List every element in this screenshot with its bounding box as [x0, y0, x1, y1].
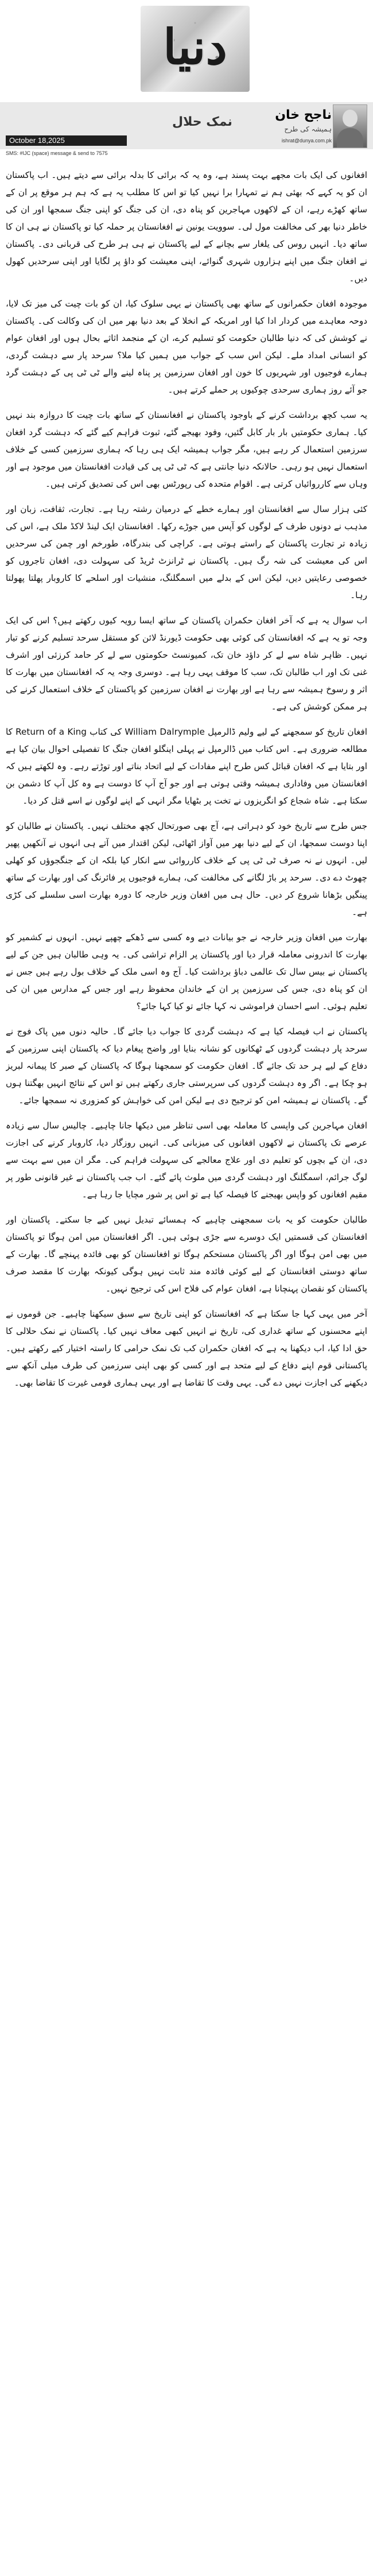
- masthead: [0, 0, 373, 98]
- article-paragraph: یہ سب کچھ برداشت کرنے کے باوجود پاکستان نے افغانستان کے ساتھ بات چیت کا دروازہ بند نہیں کیا۔ ہماری حکومتیں بار بار کابل گئیں، وفود بھیجے گئے، ثبوت فراہم کیے گئے کہ دہشت گرد افغان سرزمین استعمال کر رہے ہیں، مگر جواب ہمیشہ ایک ہی رہا کہ ہماری سرزمین کسی کے خلاف استعمال نہیں ہو رہی۔ حالانکہ دنیا جانتی ہے کہ ٹی ٹی پی کی قیادت افغانستان میں موجود ہے اور وہاں سے کارروائیاں کرتی ہے۔ اقوام متحدہ کی رپورٹس بھی اس کی تصدیق کرتی ہیں۔: [6, 410, 367, 489]
- article-paragraph: بھارت میں افغان وزیر خارجہ نے جو بیانات دیے وہ کسی سے ڈھکے چھپے نہیں۔ انہوں نے کشمیر کو بھارت کا اندرونی معاملہ قرار دیا اور پاکستان پر الزام تراشی کی۔ یہ وہی طالبان ہیں جن کے لیے پاکستان نے بیس سال تک عالمی دباؤ برداشت کیا۔ آج وہ اسی ملک کے خلاف بول رہے ہیں جس نے ان کو پناہ دی، جس کی سرزمین پر ان کے خاندان محفوظ رہے اور جس کے مدارس میں ان کی تعلیم ہوئی۔ اسے احسان فراموشی نہ کہا جائے تو کیا کہا جائے؟: [6, 932, 367, 1011]
- author-photo-shoulders: [337, 128, 363, 148]
- author-name: ناجح خان: [275, 108, 332, 122]
- publication-date: October 18,2025: [6, 135, 127, 146]
- article-paragraph: افغان تاریخ کو سمجھنے کے لیے ولیم ڈالرمپل William Dalrymple کی کتاب Return of a King کا مطالعہ ضروری ہے۔ اس کتاب میں ڈالرمپل نے پہلی اینگلو افغان جنگ کا تفصیلی احوال بیان کیا ہے اور بتایا ہے کہ افغان قبائل کس طرح اپنے مفادات کے لیے اتحاد بناتے اور توڑتے رہے۔ وہ لکھتے ہیں کہ افغانستان میں وفاداری ہمیشہ وقتی ہوتی ہے اور جو آج آپ کا دوست ہے وہ کل آپ کا دشمن بن سکتا ہے۔ شاہ شجاع کو انگریزوں نے تخت پر بٹھایا مگر انہی کے اپنے لوگوں نے اسے قتل کر دیا۔: [6, 727, 367, 806]
- article-paragraph: جس طرح سے تاریخ خود کو دہراتی ہے، آج بھی صورتحال کچھ مختلف نہیں۔ پاکستان نے طالبان کو اپنا دوست سمجھا، ان کے لیے دنیا بھر میں آواز اٹھائی، لیکن اقتدار میں آتے ہی انہوں نے آنکھیں پھیر لیں۔ انہوں نے نہ صرف ٹی ٹی پی کے خلاف کارروائی سے انکار کیا بلکہ ان کے جنگجوؤں کو کھلی چھوٹ دے دی۔ سرحد پر باڑ لگانے کی مخالفت کی، ہمارے فوجیوں پر فائرنگ کی اور بھارت کے ساتھ پینگیں بڑھانا شروع کر دیں۔ حال ہی میں افغان وزیر خارجہ کا دورہ بھارت اسی سلسلے کی کڑی ہے۔: [6, 821, 367, 917]
- article-paragraph: موجودہ افغان حکمرانوں کے ساتھ بھی پاکستان نے یہی سلوک کیا، ان کو بات چیت کی میز تک لایا، دوحہ معاہدے میں کردار ادا کیا اور امریکہ کے انخلا کے بعد دنیا بھر میں ان کی وکالت کی۔ پاکستان نے کوشش کی کہ دنیا طالبان حکومت کو تسلیم کرے، ان کے منجمد اثاثے بحال ہوں اور افغان عوام کو انسانی امداد ملے۔ لیکن اس سب کے جواب میں ہمیں کیا ملا؟ سرحد پار سے دہشت گردی، ہمارے فوجیوں اور شہریوں کا خون اور افغان سرزمین پر پناہ لینے والے ٹی ٹی پی کے دہشت گرد جو آئے روز ہماری سرحدی چوکیوں پر حملے کرتے ہیں۔: [6, 298, 367, 395]
- article-paragraph: افغانوں کی ایک بات مجھے بہت پسند ہے، وہ یہ کہ برائی کا بدلہ برائی سے دیتے ہیں۔ اب پاکستان ان کو یہ کہے کہ بھئی ہم نے تمہارا برا نہیں کیا تو اس کا مطلب یہ ہے کہ ہم ہر موقع پر ان کے ساتھ کھڑے رہے، ان کے لاکھوں مہاجرین کو پناہ دی، ان کی جنگ کو اپنی جنگ سمجھا اور ان کی خاطر دنیا بھر کی مخالفت مول لی۔ سوویت یونین نے افغانستان پر حملہ کیا تو پاکستان نے ہی ان کا ساتھ دیا۔ انہیں روس کی یلغار سے بچانے کے لیے پاکستان نے ہی ہر طرح کی قربانی دی۔ پاکستان نے افغان جنگ میں اپنے ہزاروں شہری گنوائے، اپنی معیشت کو داؤ پر لگایا اور اپنی سرحدیں کھول دیں۔: [6, 170, 367, 284]
- article-paragraph: پاکستان نے اب فیصلہ کیا ہے کہ دہشت گردی کا جواب دیا جائے گا۔ حالیہ دنوں میں پاک فوج نے سرحد پار دہشت گردوں کے ٹھکانوں کو نشانہ بنایا اور واضح پیغام دیا کہ پاکستان اپنی سرزمین کے دفاع کے لیے ہر حد تک جائے گا۔ افغان حکومت کو سمجھنا ہوگا کہ پاکستان کے صبر کا پیمانہ لبریز ہو چکا ہے۔ اگر وہ دہشت گردوں کی سرپرستی جاری رکھتے ہیں تو اس کے نتائج انہیں بھگتنا ہوں گے۔ پاکستان نے ہمیشہ امن کو ترجیح دی ہے لیکن امن کی خواہش کو کمزوری نہ سمجھا جائے۔: [6, 1026, 367, 1105]
- article-paragraph: طالبان حکومت کو یہ بات سمجھنی چاہیے کہ ہمسائے تبدیل نہیں کیے جا سکتے۔ پاکستان اور افغانستان کی قسمتیں ایک دوسرے سے جڑی ہوئی ہیں۔ اگر افغانستان میں امن ہوگا تو پاکستان میں بھی امن ہوگا اور اگر پاکستان مستحکم ہوگا تو افغانستان کو بھی فائدہ پہنچے گا۔ بھارت کے ساتھ دوستی افغانستان کے لیے کوئی فائدہ مند ثابت نہیں ہوگی کیونکہ بھارت کا مقصد صرف پاکستان کو نقصان پہنچانا ہے، افغان عوام کی فلاح اس کی ترجیح نہیں۔: [6, 1215, 367, 1294]
- author-photo-head: [343, 110, 358, 127]
- article-paragraph: آخر میں یہی کہا جا سکتا ہے کہ افغانستان کو اپنی تاریخ سے سبق سیکھنا چاہیے۔ جن قوموں نے اپنے محسنوں کے ساتھ غداری کی، تاریخ نے انہیں کبھی معاف نہیں کیا۔ پاکستان نے نمک حلالی کا حق ادا کیا، اب دیکھنا یہ ہے کہ افغان حکمران کب تک نمک حرامی کا راستہ اختیار کیے رکھتے ہیں۔ پاکستانی قوم اپنے دفاع کے لیے متحد ہے اور کسی کو بھی اپنی سرزمین کی طرف میلی آنکھ سے دیکھنے کی اجازت نہیں دے گی۔ یہی وقت کا تقاضا ہے اور یہی ہماری قومی غیرت کا تقاضا بھی۔: [6, 1309, 367, 1388]
- article-paragraph: افغان مہاجرین کی واپسی کا معاملہ بھی اسی تناظر میں دیکھا جانا چاہیے۔ چالیس سال سے زیادہ عرصے تک پاکستان نے لاکھوں افغانوں کی میزبانی کی۔ انہیں روزگار دیا، کاروبار کرنے کی اجازت دی، ان کے بچوں کو تعلیم دی اور علاج معالجے کی سہولت فراہم کی۔ مگر ان میں سے بہت سے لوگ جرائم، اسمگلنگ اور دہشت گردی میں ملوث پائے گئے۔ اب جب پاکستان نے غیر قانونی طور پر مقیم افغانوں کو واپس بھیجنے کا فیصلہ کیا ہے تو اس پر شور مچایا جا رہا ہے۔: [6, 1120, 367, 1200]
- article-body: [6, 166, 367, 2569]
- article-paragraph: اب سوال یہ ہے کہ آخر افغان حکمران پاکستان کے ساتھ ایسا رویہ کیوں رکھتے ہیں؟ اس کی ایک وجہ تو یہ ہے کہ افغانستان کی کوئی بھی حکومت ڈیورنڈ لائن کو مستقل سرحد تسلیم کرنے کو تیار نہیں۔ ظاہر شاہ سے لے کر داؤد خان تک، کمیونسٹ حکومتوں سے لے کر حامد کرزئی اور اشرف غنی تک اور اب طالبان تک، سب کا موقف یہی رہا ہے۔ دوسری وجہ یہ کہ افغانستان میں بھارت کا اثر و رسوخ ہمیشہ سے رہا ہے اور بھارت نے افغان سرزمین کو پاکستان کے خلاف استعمال کرنے کی ہر ممکن کوشش کی ہے۔: [6, 615, 367, 712]
- logo-text: دنیا: [163, 18, 227, 75]
- sms-note: SMS: #IJC (space) message & send to 7575: [6, 150, 108, 156]
- author-email[interactable]: ishrat@dunya.com.pk: [281, 138, 332, 143]
- article-paragraph: کئی ہزار سال سے افغانستان اور ہمارے خطے کے درمیان رشتہ رہا ہے۔ تجارت، ثقافت، زبان اور مذہب نے دونوں طرف کے لوگوں کو آپس میں جوڑے رکھا۔ افغانستان ایک لینڈ لاکڈ ملک ہے، اس کی زیادہ تر تجارت پاکستان کے راستے ہوتی ہے۔ کراچی کی بندرگاہ، طورخم اور چمن کی سرحدیں اس کی معیشت کی شہ رگ ہیں۔ پاکستان نے ٹرانزٹ ٹریڈ کی سہولت دی، افغان تاجروں کو خصوصی رعایتیں دیں، لیکن اس کے بدلے میں اسمگلنگ، منشیات اور اسلحے کا کاروبار پھلتا پھولتا رہا۔: [6, 504, 367, 600]
- newspaper-logo[interactable]: [141, 6, 250, 92]
- column-title: نمک حلال: [172, 115, 232, 129]
- author-photo: [333, 104, 367, 148]
- author-subtitle: ہمیشہ کی طرح: [284, 125, 332, 133]
- author-block: [252, 104, 367, 150]
